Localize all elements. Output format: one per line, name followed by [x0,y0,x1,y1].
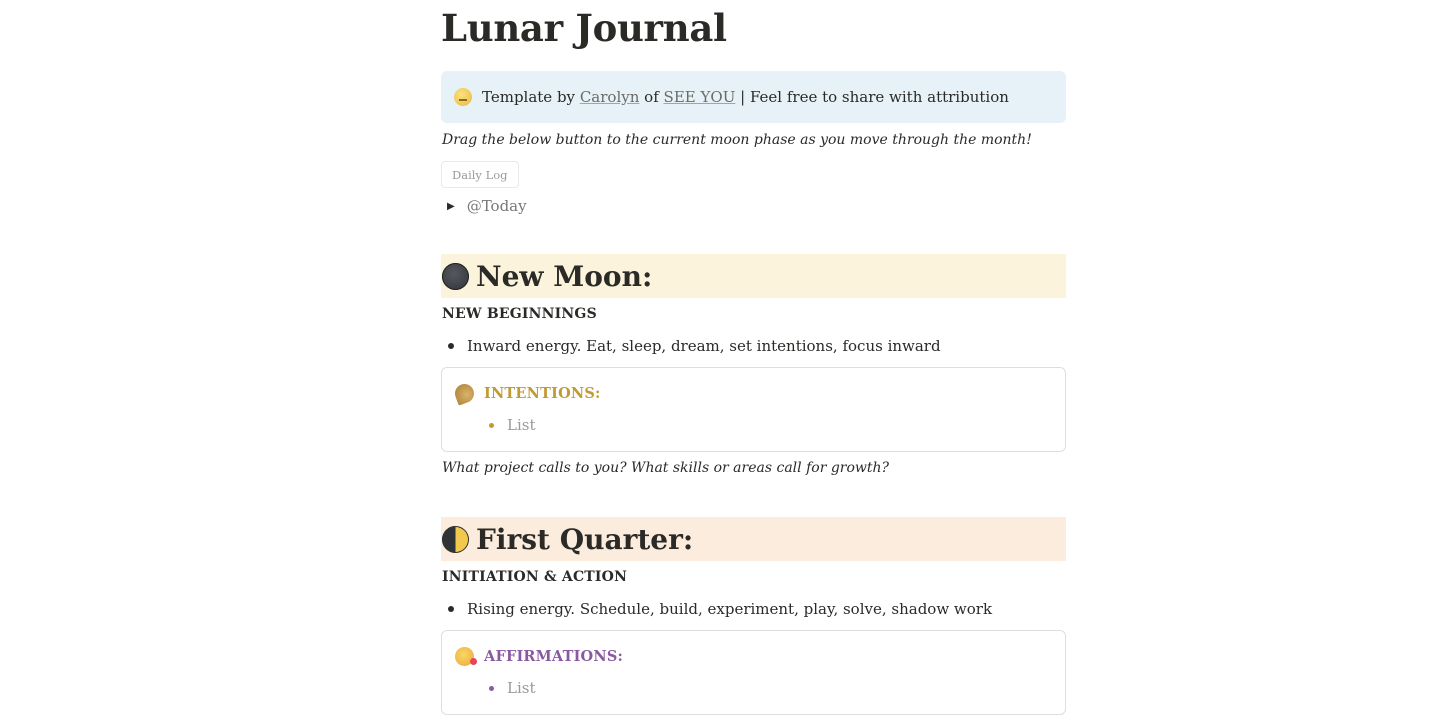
new-moon-icon [442,263,469,290]
bullet-dot-icon [489,686,494,691]
new-moon-heading[interactable] [441,254,1066,298]
intentions-list-placeholder[interactable]: List [507,416,536,434]
affirmations-callout [441,630,1066,715]
today-mention[interactable]: @Today [466,197,527,215]
bullet-dot-icon [489,423,494,428]
new-moon-heading-text: New Moon: [476,259,653,293]
new-moon-bullet [448,337,941,355]
instruction-text: Drag the below button to the current moon phase as you move through the month! [442,132,1032,148]
shell-icon [452,381,476,405]
page-title[interactable]: Lunar Journal [441,6,727,50]
bullet-dot-icon [448,343,454,349]
brand-link[interactable]: SEE YOU [663,88,736,106]
callout-middle: of [644,88,659,106]
affirmations-title: AFFIRMATIONS: [484,648,624,665]
attribution-callout [441,71,1066,123]
affirmations-list-placeholder[interactable]: List [507,679,536,697]
list-item[interactable] [489,416,535,434]
daily-log-button[interactable]: Daily Log [441,161,519,188]
author-link[interactable]: Carolyn [579,88,640,106]
first-quarter-heading-text: First Quarter: [476,522,694,556]
bullet-dot-icon [448,606,454,612]
intentions-header [455,384,601,403]
new-moon-bullet-text: Inward energy. Eat, sleep, dream, set intentions, focus inward [467,337,941,355]
toggle-triangle-icon[interactable]: ▶ [447,200,455,212]
intentions-title: INTENTIONS: [484,385,601,402]
smiling-face-with-hearts-icon [455,647,474,666]
first-quarter-bullet-text: Rising energy. Schedule, build, experiment, play, solve, shadow work [467,600,993,618]
callout-prefix: Template by [482,88,576,106]
intentions-callout [441,367,1066,452]
callout-suffix: | Feel free to share with attribution [740,88,1009,106]
first-quarter-bullet [448,600,992,618]
first-quarter-moon-icon [442,526,469,553]
list-item[interactable] [489,679,535,697]
neutral-face-icon [454,88,472,106]
reflection-question: What project calls to you? What skills or areas call for growth? [442,460,890,476]
affirmations-header [455,647,623,666]
initiation-action-label: INITIATION & ACTION [442,569,628,585]
today-toggle[interactable] [447,197,527,215]
first-quarter-heading[interactable] [441,517,1066,561]
new-beginnings-label: NEW BEGINNINGS [442,306,597,322]
